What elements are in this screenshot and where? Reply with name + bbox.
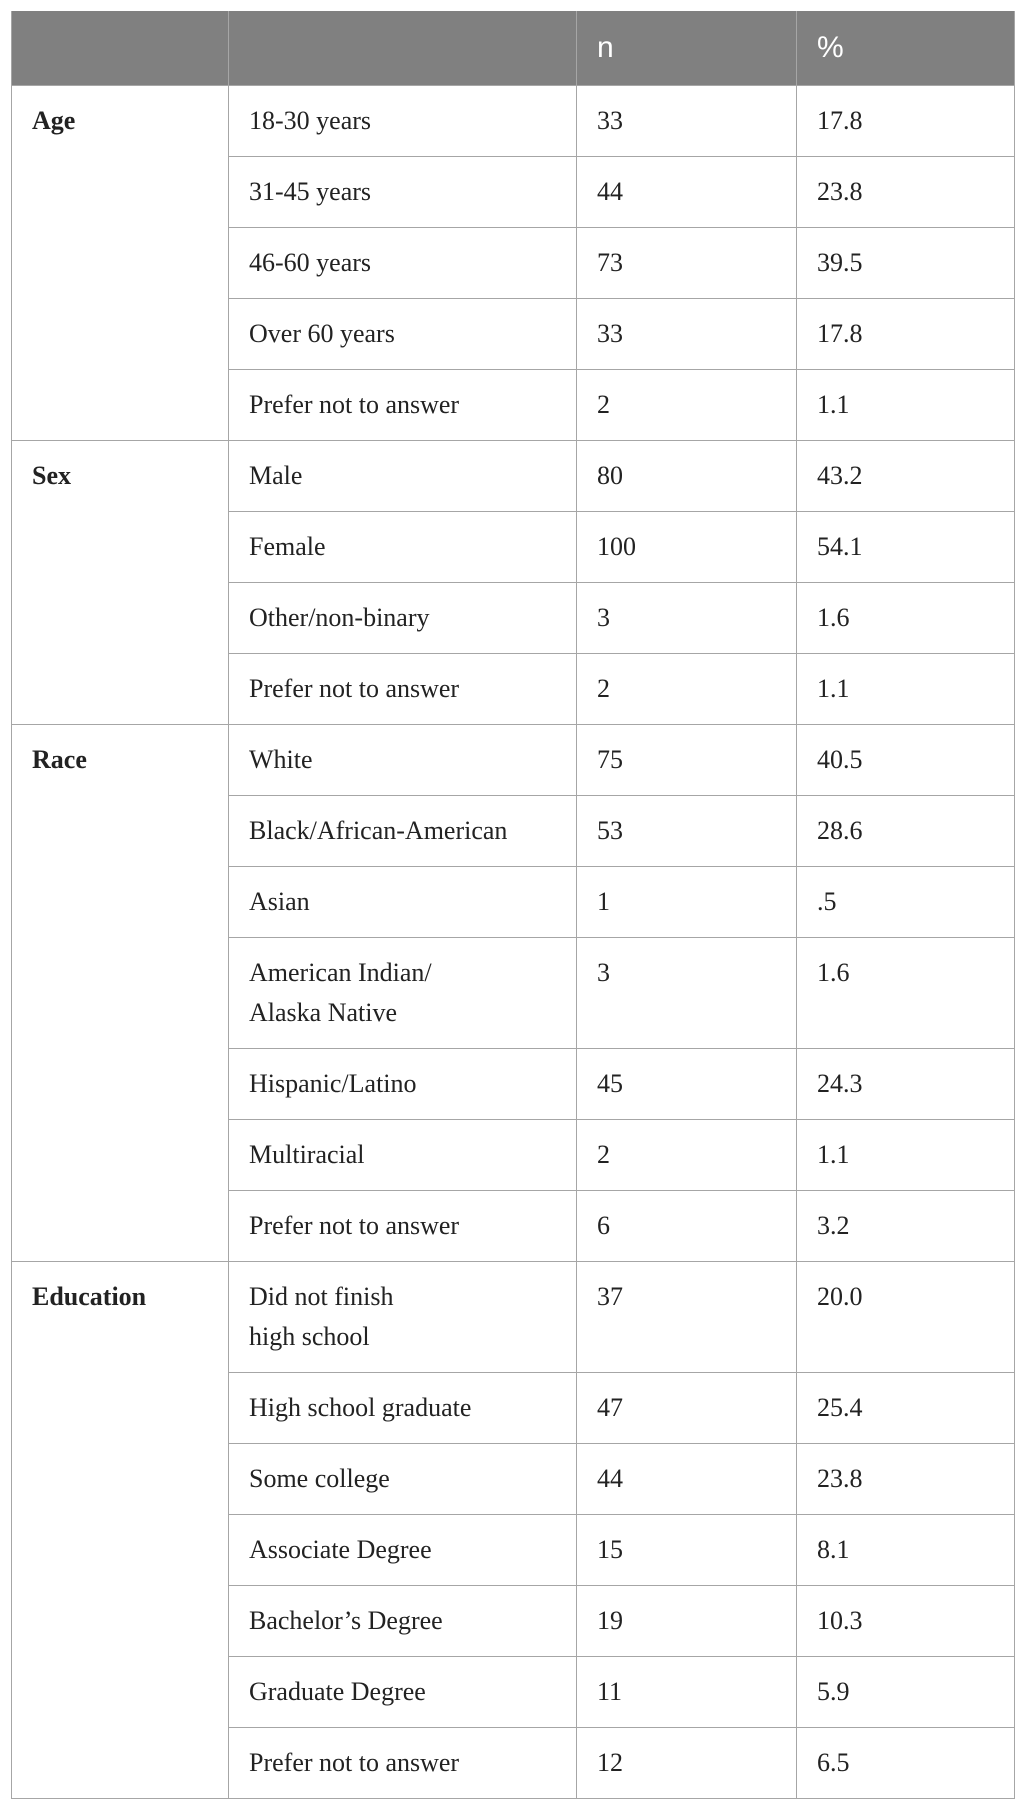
count-cell: 12 (577, 1727, 797, 1798)
percent-cell: 6.5 (797, 1727, 1015, 1798)
category-label: Some college (229, 1443, 577, 1514)
category-label: Over 60 years (229, 298, 577, 369)
percent-cell: 17.8 (797, 85, 1015, 156)
percent-cell: 10.3 (797, 1585, 1015, 1656)
percent-cell: 8.1 (797, 1514, 1015, 1585)
count-cell: 2 (577, 1119, 797, 1190)
category-label: Did not finish high school (229, 1261, 577, 1372)
group-label: Sex (12, 440, 229, 724)
category-label: Prefer not to answer (229, 369, 577, 440)
percent-cell: 23.8 (797, 1443, 1015, 1514)
category-label: 46-60 years (229, 227, 577, 298)
count-cell: 11 (577, 1656, 797, 1727)
percent-cell: 24.3 (797, 1048, 1015, 1119)
percent-cell: 40.5 (797, 724, 1015, 795)
category-label: Prefer not to answer (229, 1727, 577, 1798)
header-group-cell (12, 11, 229, 85)
count-cell: 75 (577, 724, 797, 795)
category-label: Hispanic/Latino (229, 1048, 577, 1119)
percent-cell: 5.9 (797, 1656, 1015, 1727)
count-cell: 44 (577, 156, 797, 227)
count-cell: 33 (577, 298, 797, 369)
category-label: Black/African-American (229, 795, 577, 866)
percent-cell: .5 (797, 866, 1015, 937)
category-label: Graduate Degree (229, 1656, 577, 1727)
category-label: Male (229, 440, 577, 511)
table-body (12, 85, 1015, 1798)
category-label: 31-45 years (229, 156, 577, 227)
count-cell: 53 (577, 795, 797, 866)
demographics-table (11, 11, 1015, 1799)
table-row (12, 85, 1015, 156)
table-row (12, 1261, 1015, 1372)
header-n: n (577, 11, 797, 85)
percent-cell: 28.6 (797, 795, 1015, 866)
group-label: Race (12, 724, 229, 1261)
category-label: Associate Degree (229, 1514, 577, 1585)
count-cell: 33 (577, 85, 797, 156)
category-label: Female (229, 511, 577, 582)
table-header (12, 11, 1015, 85)
percent-cell: 1.1 (797, 1119, 1015, 1190)
category-label: High school graduate (229, 1372, 577, 1443)
count-cell: 2 (577, 369, 797, 440)
header-item-cell (229, 11, 577, 85)
percent-cell: 17.8 (797, 298, 1015, 369)
count-cell: 47 (577, 1372, 797, 1443)
count-cell: 73 (577, 227, 797, 298)
count-cell: 37 (577, 1261, 797, 1372)
header-row (12, 11, 1015, 85)
percent-cell: 25.4 (797, 1372, 1015, 1443)
percent-cell: 20.0 (797, 1261, 1015, 1372)
category-label: Prefer not to answer (229, 1190, 577, 1261)
count-cell: 2 (577, 653, 797, 724)
table-row (12, 724, 1015, 795)
group-label: Age (12, 85, 229, 440)
header-percent: % (797, 11, 1015, 85)
table-row (12, 440, 1015, 511)
count-cell: 44 (577, 1443, 797, 1514)
count-cell: 19 (577, 1585, 797, 1656)
percent-cell: 1.1 (797, 369, 1015, 440)
count-cell: 80 (577, 440, 797, 511)
percent-cell: 43.2 (797, 440, 1015, 511)
count-cell: 100 (577, 511, 797, 582)
category-label: Multiracial (229, 1119, 577, 1190)
category-label: Bachelor’s Degree (229, 1585, 577, 1656)
category-label: White (229, 724, 577, 795)
category-label: Other/non-binary (229, 582, 577, 653)
count-cell: 15 (577, 1514, 797, 1585)
count-cell: 3 (577, 582, 797, 653)
category-label: Asian (229, 866, 577, 937)
percent-cell: 1.6 (797, 937, 1015, 1048)
category-label: American Indian/ Alaska Native (229, 937, 577, 1048)
count-cell: 3 (577, 937, 797, 1048)
category-label: 18-30 years (229, 85, 577, 156)
group-label: Education (12, 1261, 229, 1798)
percent-cell: 54.1 (797, 511, 1015, 582)
count-cell: 6 (577, 1190, 797, 1261)
count-cell: 1 (577, 866, 797, 937)
count-cell: 45 (577, 1048, 797, 1119)
percent-cell: 39.5 (797, 227, 1015, 298)
percent-cell: 23.8 (797, 156, 1015, 227)
percent-cell: 3.2 (797, 1190, 1015, 1261)
percent-cell: 1.1 (797, 653, 1015, 724)
demographics-table-container (11, 11, 1014, 1799)
category-label: Prefer not to answer (229, 653, 577, 724)
percent-cell: 1.6 (797, 582, 1015, 653)
